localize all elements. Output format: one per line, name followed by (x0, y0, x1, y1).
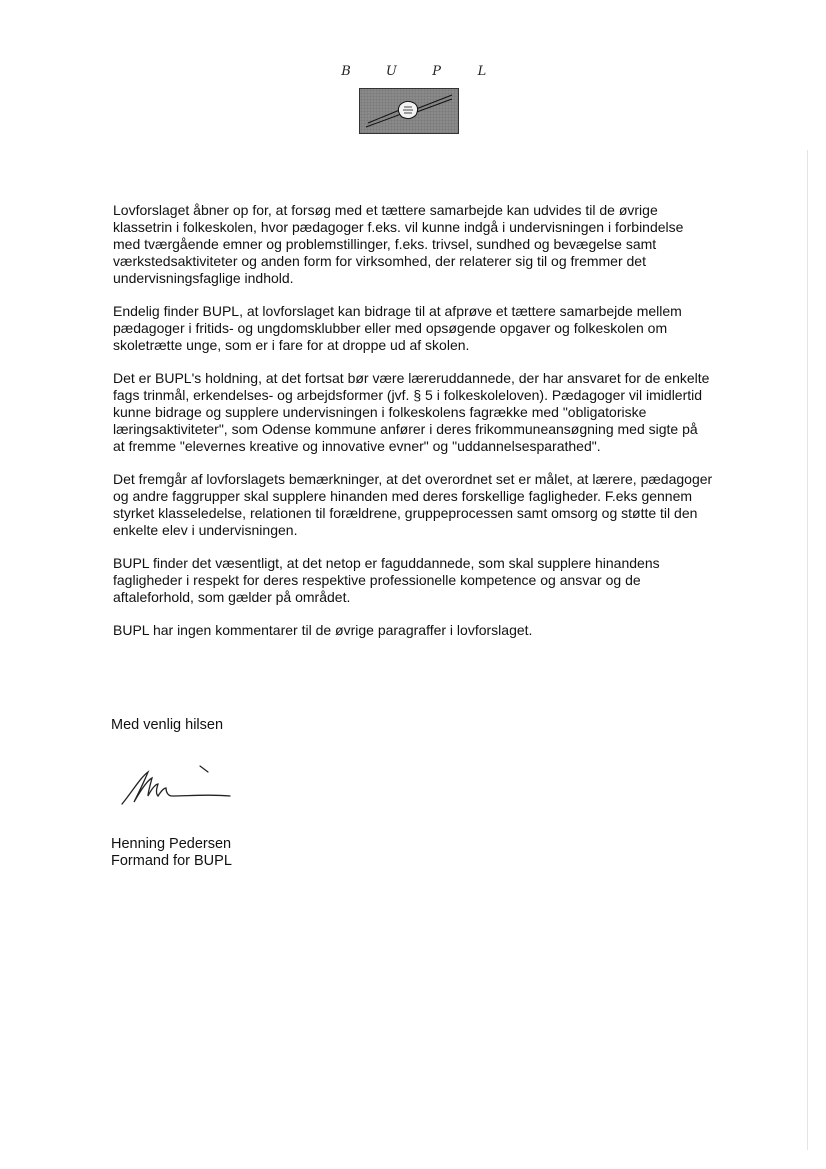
body-paragraph: Endelig finder BUPL, at lovforslaget kan bidrage til at afprøve et tættere samarbejde mellem pædagoger i fritids- og ungdomsklubber eller med opsøgende opgaver og folkeskolen om skoletrætte unge, som er i fare for at droppe ud af skolen. (113, 303, 682, 353)
handwritten-signature (118, 762, 248, 812)
letterhead-letter: P (432, 64, 442, 79)
letterhead-letter: B (341, 64, 351, 79)
signer-name: Henning Pedersen (111, 836, 232, 852)
letterhead-letters (340, 64, 488, 82)
logo-handshake-icon (359, 88, 459, 134)
body-paragraph: Lovforslaget åbner op for, at forsøg med et tættere samarbejde kan udvides til de øvrige klassetrin i folkeskolen, hvor pædagoger f.eks. vil kunne indgå i undervisningen i forbindelse med tværgående emner og problemstillinger, f.eks. trivsel, sundhed og bevægelse samt værkstedsaktiviteter og anden form for virksomhed, der relaterer sig til og fremmer det undervisningsfaglige indhold. (113, 202, 684, 286)
body-paragraph: Det fremgår af lovforslagets bemærkninger, at det overordnet set er målet, at lærere, pædagoger og andre faggrupper skal supplere hinanden med deres forskellige fagligheder. F.eks gennem styrket klasseledelse, relationen til forældrene, gruppeprocessen samt omsorg og støtte til den enkelte elev i undervisningen. (113, 471, 713, 538)
body-paragraph: BUPL finder det væsentligt, at det netop er faguddannede, som skal supplere hinandens fagligheder i respekt for deres respektive professionelle kompetence og ansvar og de aftaleforhold, som gælder på området. (113, 555, 660, 605)
letter-body (113, 202, 713, 655)
body-paragraph: Det er BUPL's holdning, at det fortsat bør være læreruddannede, der har ansvaret for de enkelte fags trinmål, erkendelses- og arbejdsformer (jvf. § 5 i folkeskoleloven). Pædagoger vil imidlertid kunne bidrage og supplere undervisningen i folkeskolens fagrække med "obligatoriske læringsaktiviteter", som Odense kommune anfører i deres frikommuneansøgning med sigte på at fremme "elevernes kreative og innovative evner" og "uddannelsesparathed". (113, 370, 710, 454)
letterhead-letter: U (385, 64, 397, 79)
body-paragraph: BUPL har ingen kommentarer til de øvrige paragraffer i lovforslaget. (113, 622, 533, 638)
scan-edge-line (807, 150, 808, 1150)
closing-greeting: Med venlig hilsen (111, 717, 224, 733)
signer-title: Formand for BUPL (111, 853, 232, 869)
signer-block (111, 836, 232, 870)
letterhead-letter: L (477, 64, 487, 79)
